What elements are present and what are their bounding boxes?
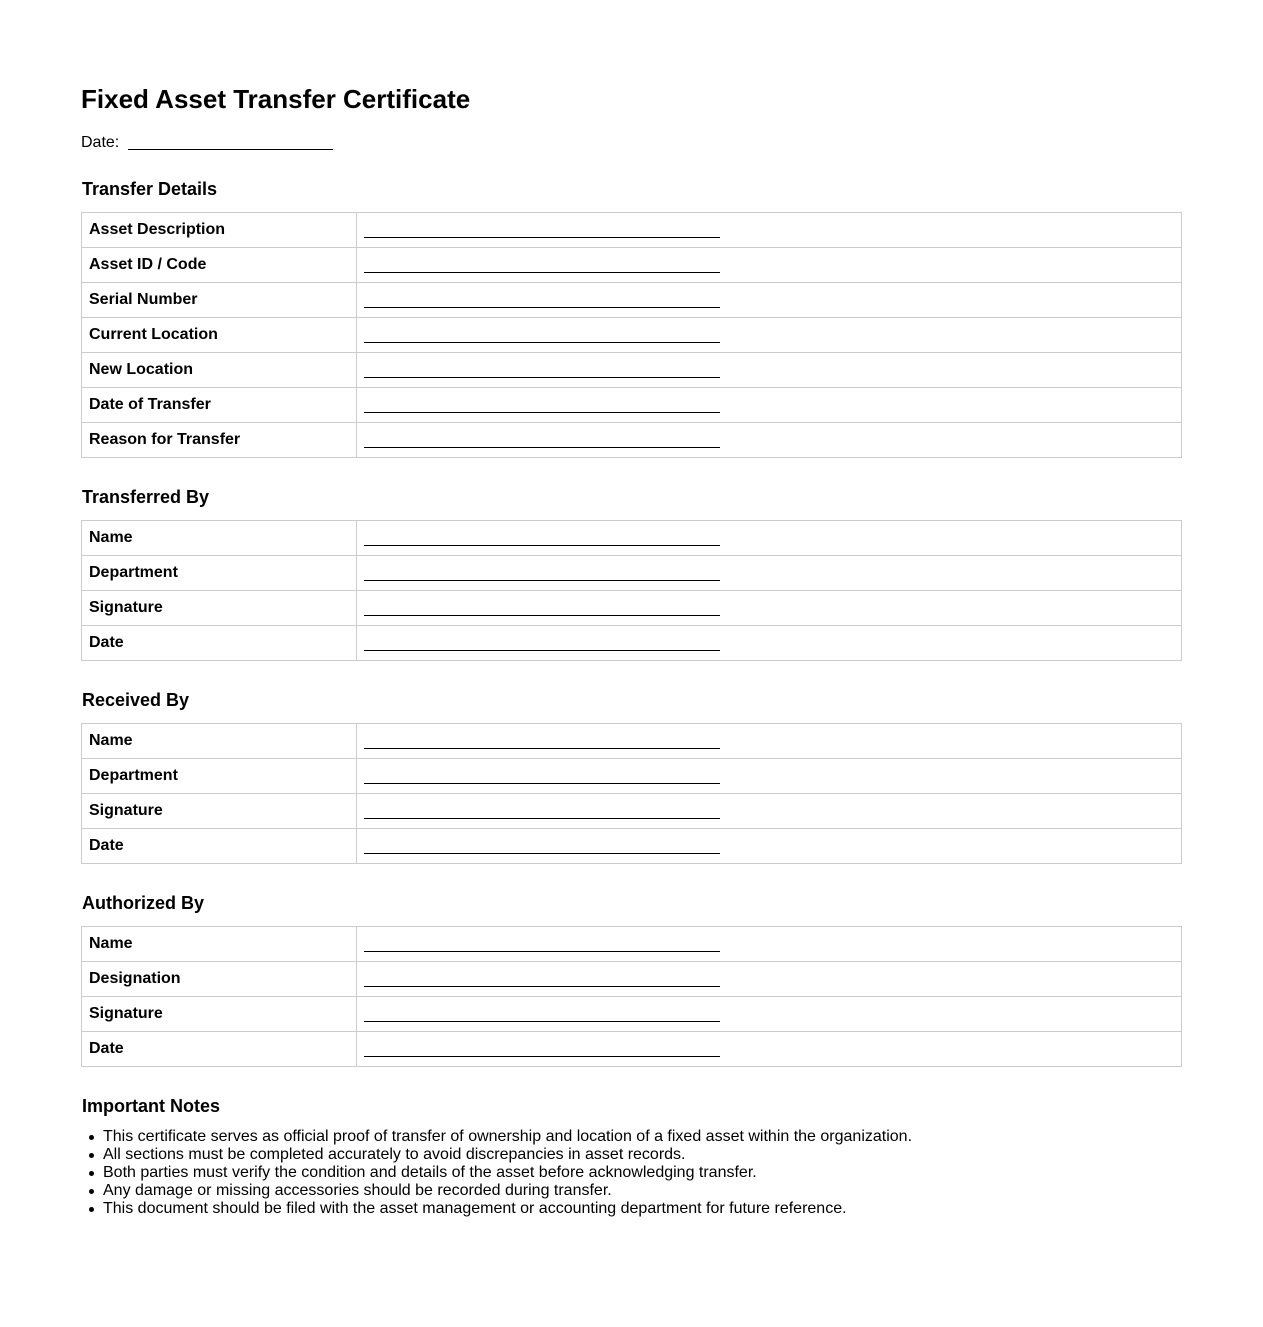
important-notes-list [103, 1128, 912, 1218]
field-label: Department [82, 556, 357, 591]
fill-line [364, 580, 720, 581]
field-label: Designation [82, 962, 357, 997]
received-by-department-field[interactable] [357, 759, 1182, 794]
field-label: Date [82, 626, 357, 661]
table-row [82, 213, 1182, 248]
fill-line [364, 272, 720, 273]
asset-id-field[interactable] [357, 248, 1182, 283]
field-label: Asset ID / Code [82, 248, 357, 283]
field-label: Date [82, 829, 357, 864]
table-row [82, 626, 1182, 661]
table-row [82, 591, 1182, 626]
fill-line [364, 307, 720, 308]
serial-number-field[interactable] [357, 283, 1182, 318]
fill-line [364, 853, 720, 854]
authorized-by-heading: Authorized By [82, 893, 205, 913]
fill-line [364, 412, 720, 413]
new-location-field[interactable] [357, 353, 1182, 388]
field-label: Date of Transfer [82, 388, 357, 423]
document-date-label: Date: [81, 134, 120, 151]
fill-line [364, 783, 720, 784]
table-row [82, 556, 1182, 591]
transferred-by-department-field[interactable] [357, 556, 1182, 591]
list-item: This certificate serves as official proof of transfer of ownership and location of a fixed asset within the organization. [103, 1128, 913, 1145]
received-by-date-field[interactable] [357, 829, 1182, 864]
field-label: Name [82, 927, 357, 962]
fill-line [364, 818, 720, 819]
transferred-by-heading: Transferred By [82, 487, 210, 507]
fill-line [364, 748, 720, 749]
received-by-name-field[interactable] [357, 724, 1182, 759]
authorized-by-table [81, 926, 1182, 1067]
transfer-details-table [81, 212, 1182, 458]
transferred-by-date-field[interactable] [357, 626, 1182, 661]
table-row [82, 997, 1182, 1032]
received-by-signature-field[interactable] [357, 794, 1182, 829]
field-label: Serial Number [82, 283, 357, 318]
list-item: Any damage or missing accessories should be recorded during transfer. [103, 1182, 912, 1200]
field-label: Signature [82, 794, 357, 829]
fill-line [364, 545, 720, 546]
table-row [82, 759, 1182, 794]
field-label: Reason for Transfer [82, 423, 357, 458]
authorized-by-date-field[interactable] [357, 1032, 1182, 1067]
field-label: Department [82, 759, 357, 794]
document-date-field[interactable] [128, 134, 333, 150]
fill-line [364, 650, 720, 651]
received-by-heading: Received By [82, 690, 190, 710]
table-row [82, 794, 1182, 829]
transferred-by-table [81, 520, 1182, 661]
important-notes-heading: Important Notes [82, 1096, 221, 1116]
table-row [82, 318, 1182, 353]
fill-line [364, 377, 720, 378]
current-location-field[interactable] [357, 318, 1182, 353]
field-label: Name [82, 521, 357, 556]
table-row [82, 521, 1182, 556]
asset-description-field[interactable] [357, 213, 1182, 248]
received-by-table [81, 723, 1182, 864]
fill-line [364, 342, 720, 343]
table-row [82, 927, 1182, 962]
fill-line [364, 237, 720, 238]
list-item: Both parties must verify the condition and details of the asset before acknowledging transfer. [103, 1164, 912, 1182]
table-row [82, 829, 1182, 864]
field-label: Name [82, 724, 357, 759]
fill-line [364, 447, 720, 448]
fill-line [364, 1021, 720, 1022]
fill-line [364, 615, 720, 616]
table-row [82, 423, 1182, 458]
document-title: Fixed Asset Transfer Certificate [81, 84, 471, 114]
authorized-by-name-field[interactable] [357, 927, 1182, 962]
field-label: Current Location [82, 318, 357, 353]
document-date-row [81, 131, 333, 152]
date-of-transfer-field[interactable] [357, 388, 1182, 423]
authorized-by-designation-field[interactable] [357, 962, 1182, 997]
transfer-details-heading: Transfer Details [82, 179, 218, 199]
fill-line [364, 951, 720, 952]
field-label: New Location [82, 353, 357, 388]
list-item: All sections must be completed accurately to avoid discrepancies in asset records. [103, 1146, 912, 1164]
table-row [82, 283, 1182, 318]
transferred-by-name-field[interactable] [357, 521, 1182, 556]
table-row [82, 248, 1182, 283]
authorized-by-signature-field[interactable] [357, 997, 1182, 1032]
table-row [82, 1032, 1182, 1067]
field-label: Asset Description [82, 213, 357, 248]
table-row [82, 388, 1182, 423]
fill-line [364, 986, 720, 987]
list-item: This document should be filed with the asset management or accounting department for future reference. [103, 1200, 912, 1218]
field-label: Signature [82, 591, 357, 626]
field-label: Date [82, 1032, 357, 1067]
table-row [82, 353, 1182, 388]
fill-line [364, 1056, 720, 1057]
table-row [82, 962, 1182, 997]
field-label: Signature [82, 997, 357, 1032]
table-row [82, 724, 1182, 759]
transferred-by-signature-field[interactable] [357, 591, 1182, 626]
reason-for-transfer-field[interactable] [357, 423, 1182, 458]
